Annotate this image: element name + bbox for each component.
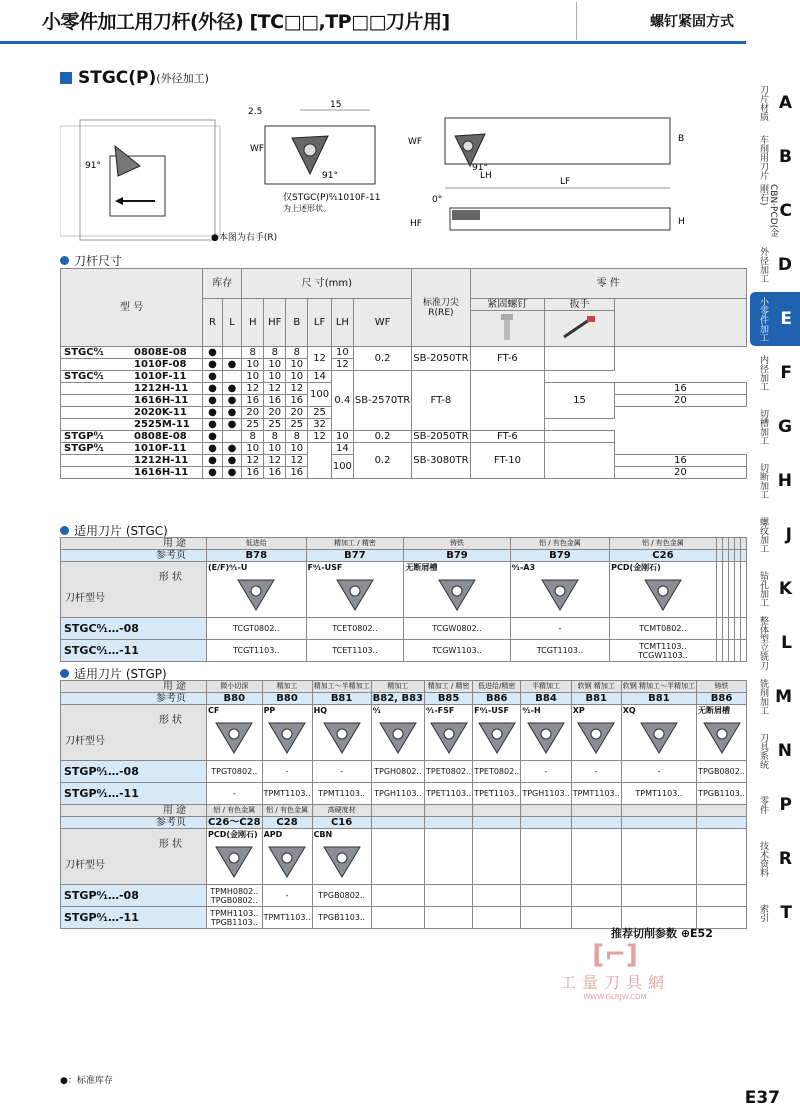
holder-model: STGC⁰⁄₁ 0808E-08 bbox=[61, 347, 203, 359]
ref-page-link[interactable]: C28 bbox=[262, 817, 312, 829]
insert-shape: ⁰⁄₁-FSF bbox=[425, 705, 473, 761]
ref-page-link[interactable]: C26 bbox=[610, 550, 717, 562]
insert-shape: F⁰⁄₁-USF bbox=[306, 562, 404, 618]
insert-shape: ⁰⁄₁-A3 bbox=[510, 562, 610, 618]
holder-model: STGC⁰⁄₁ 1010F-11 bbox=[61, 371, 203, 383]
hand-note: ●本图为右手(R) bbox=[211, 233, 278, 243]
category-label: 螺钉紧固方式 bbox=[576, 2, 746, 40]
chapter-tab-t[interactable]: 索引 T bbox=[758, 903, 792, 923]
model-header: 型 号 bbox=[61, 269, 203, 347]
square-icon bbox=[60, 72, 72, 84]
holder-drawing bbox=[60, 96, 700, 246]
chapter-tab-a[interactable]: 刀片材质 A bbox=[758, 85, 792, 121]
holder-row: 2525M-11 ● ● 25 25 25 32 bbox=[61, 419, 747, 431]
holder-row: STGC⁰⁄₁ 1010F-11 ● 10 10 10 14 0.4 SB-2570TR FT-8 bbox=[61, 371, 747, 383]
insert-shape: PCD(金刚石) bbox=[610, 562, 717, 618]
ref-page-link[interactable]: B81 bbox=[621, 693, 696, 705]
holder-row: 1212H-11 ● ● 12 12 12 100 15 16 bbox=[61, 383, 747, 395]
insert-shape: ⁰⁄₁ bbox=[371, 705, 424, 761]
insert-shape: 无断屑槽 bbox=[697, 705, 747, 761]
ref-page-link[interactable]: B84 bbox=[521, 693, 571, 705]
watermark: [⌐] 工量刀具網 WWW.GLRJW.COM bbox=[559, 940, 670, 1001]
holder-row: 1010F-08 ● ● 10 10 10 12 bbox=[61, 359, 747, 371]
ref-page-link[interactable]: B81 bbox=[571, 693, 621, 705]
chapter-tab-b[interactable]: 车削用刀片 B bbox=[758, 134, 792, 180]
holder-row: 1616H-11 ● ● 16 16 16 20 bbox=[61, 467, 747, 479]
chapter-tab-h[interactable]: 切断加工 H bbox=[758, 463, 792, 499]
chapter-tab-f[interactable]: 内径加工 F bbox=[758, 355, 792, 391]
svg-text:15: 15 bbox=[330, 100, 342, 110]
ref-page-link[interactable]: B85 bbox=[425, 693, 473, 705]
chapter-tab-r[interactable]: 技术资料 R bbox=[758, 841, 792, 877]
svg-text:LH: LH bbox=[480, 171, 492, 181]
chapter-tab-p[interactable]: 零件 P bbox=[758, 795, 792, 815]
section-title: STGC(P) (外径加工) bbox=[60, 68, 209, 88]
ref-page-link[interactable]: B80 bbox=[262, 693, 312, 705]
chapter-tab-k[interactable]: 钻孔加工 K bbox=[758, 571, 792, 607]
svg-text:2.5: 2.5 bbox=[248, 107, 263, 117]
chapter-tab-d[interactable]: 外径加工 D bbox=[758, 247, 792, 283]
chapter-tabs bbox=[750, 76, 800, 940]
holder-row: STGC⁰⁄₁ 0808E-08 ● 8 8 8 12 10 0.2 SB-2050TR FT-6 bbox=[61, 347, 747, 359]
ref-page-link[interactable]: B78 bbox=[207, 550, 307, 562]
holder-row: 1616H-11 ● ● 16 16 16 20 bbox=[61, 395, 747, 407]
ref-page-link[interactable]: B81 bbox=[312, 693, 371, 705]
svg-text:B: B bbox=[678, 134, 685, 144]
insert-shape: 无断屑槽 bbox=[404, 562, 510, 618]
holder-model: 1010F-08 bbox=[61, 359, 203, 371]
ref-page-link[interactable]: B82, B83 bbox=[372, 693, 423, 704]
ref-page-link[interactable]: B86 bbox=[697, 693, 747, 705]
holder-row: 2020K-11 ● ● 20 20 20 25 bbox=[61, 407, 747, 419]
svg-text:HF: HF bbox=[410, 219, 422, 229]
holder-model: 1616H-11 bbox=[61, 395, 203, 407]
chapter-tab-e[interactable]: 小零件加工 E bbox=[750, 292, 800, 346]
wrench-image bbox=[545, 311, 614, 347]
holder-model: 1212H-11 bbox=[61, 455, 203, 467]
svg-text:为上述形状。: 为上述形状。 bbox=[283, 204, 331, 213]
insert-shape: CBN bbox=[312, 829, 371, 885]
stgp-section-title: 适用刀片 (STGP) bbox=[60, 665, 167, 682]
holder-row: STGP⁰⁄₁ 0808E-08 ● 8 8 8 12 10 0.2 SB-2050TR FT-6 bbox=[61, 431, 747, 443]
svg-text:仅STGC(P)⁰⁄₁1010F-11: 仅STGC(P)⁰⁄₁1010F-11 bbox=[283, 193, 381, 203]
insert-shape: F⁰⁄₁-USF bbox=[473, 705, 521, 761]
insert-shape: (E/F)⁰⁄₁-U bbox=[207, 562, 307, 618]
insert-shape: XP bbox=[571, 705, 621, 761]
holder-model: STGP⁰⁄₁ 0808E-08 bbox=[61, 431, 203, 443]
svg-text:91°: 91° bbox=[322, 171, 338, 181]
chapter-tab-g[interactable]: 切槽加工 G bbox=[758, 409, 792, 445]
holder-section-title: 刀杆尺寸 bbox=[60, 252, 122, 269]
recommend-link[interactable]: 推荐切削参数 ⊕E52 bbox=[611, 927, 713, 940]
page-number: E37 bbox=[744, 1088, 780, 1108]
svg-text:91°: 91° bbox=[472, 163, 488, 173]
svg-text:H: H bbox=[678, 217, 685, 227]
insert-shape: ⁰⁄₁-H bbox=[521, 705, 571, 761]
insert-shape: PP bbox=[262, 705, 312, 761]
svg-text:WF: WF bbox=[250, 144, 265, 154]
stgc-section-title: 适用刀片 (STGC) bbox=[60, 522, 168, 539]
chapter-tab-l[interactable]: 整体型立铣刀 L bbox=[758, 616, 792, 670]
ref-page-link[interactable]: C16 bbox=[312, 817, 371, 829]
svg-text:LF: LF bbox=[560, 177, 571, 187]
holder-model: 1212H-11 bbox=[61, 383, 203, 395]
chapter-tab-j[interactable]: 螺纹加工 J bbox=[758, 517, 792, 553]
chapter-tab-n[interactable]: 刀具系统 N bbox=[758, 733, 792, 769]
stgc-insert-table: 用 途 低进给 精加工 / 精密 铸铁 铝 / 有色金属 铝 / 有色金属 参考页 B78 B77 B79 B79 C26 形 状 刀杆型号 (E/F)⁰⁄₁-U F⁰⁄₁-USF 无断屑槽 ⁰⁄₁-A3 PCD(金刚石) STGC⁰⁄₁…-08 TCGT0802.. TCET0802.. TCGW0802.. - TCMT0802.. STGC⁰⁄₁…-11 TCGT1103.. TCET1103.. TCGW1103.. TCGT1103.. TCMT1103.. TCGW1103.. bbox=[60, 537, 747, 662]
holder-row: STGP⁰⁄₁ 1010F-11 ● ● 10 10 10 14 0.2 SB-3080TR FT-10 bbox=[61, 443, 747, 455]
ref-page-link[interactable]: B79 bbox=[510, 550, 610, 562]
holder-table: 型 号 库存 尺 寸(mm) 标准刀尖R(RE) 零 件 R L H HF B LF LH WF 紧固螺钉 扳手 STGC⁰⁄₁ 0808E-08 ● 8 8 8 12 10 0.2 SB-2050TR FT-6 1010F-08 ● ● 10 10 10 12 STGC⁰⁄₁ 1010F-11 ● 10 10 10 14 0.4 SB-2570TR FT-8 1212H-11 ● ● 12 12 12 100 15 16 1616H-11 ● ● 16 16 16 20 2020K-11 ● ● 20 20 20 25 2525M-11 ● ● 25 25 25 32 STGP⁰⁄₁ 0808E-08 ● 8 8 8 12 10 0.2 SB-2050TR FT-6 STGP⁰⁄₁ 1010F-11 ● ● 10 10 10 14 0.2 SB-3080TR FT-10 1212H-11 ● ● 12 12 12 100 16 1616H-11 ● ● 16 16 16 20 bbox=[60, 268, 747, 479]
ref-page-link[interactable]: B86 bbox=[473, 693, 521, 705]
holder-model: 1616H-11 bbox=[61, 467, 203, 479]
chapter-tab-c[interactable]: CBN·PCD(金刚石) C bbox=[758, 184, 792, 238]
holder-model: 2020K-11 bbox=[61, 407, 203, 419]
holder-model: 2525M-11 bbox=[61, 419, 203, 431]
page-header bbox=[0, 0, 746, 44]
ref-page-link[interactable]: B80 bbox=[207, 693, 263, 705]
svg-text:0°: 0° bbox=[432, 195, 443, 205]
ref-page-link[interactable]: B77 bbox=[306, 550, 404, 562]
insert-shape: APD bbox=[262, 829, 312, 885]
insert-shape: XQ bbox=[621, 705, 696, 761]
insert-shape: HQ bbox=[312, 705, 371, 761]
page-title: 小零件加工用刀杆(外径) [TC□□,TP□□刀片用] bbox=[42, 11, 450, 33]
insert-shape: CF bbox=[207, 705, 263, 761]
chapter-tab-m[interactable]: 铣削加工 M bbox=[758, 679, 792, 715]
svg-text:WF: WF bbox=[408, 137, 423, 147]
holder-row: 1212H-11 ● ● 12 12 12 100 16 bbox=[61, 455, 747, 467]
insert-shape: PCD(金刚石) bbox=[207, 829, 263, 885]
ref-page-link[interactable]: B79 bbox=[404, 550, 510, 562]
screw-image bbox=[470, 311, 545, 347]
footnote: ●：标准库存 bbox=[60, 1076, 113, 1086]
ref-page-link[interactable]: C26～C28 bbox=[208, 817, 261, 828]
stgp-insert-table: 用 途 微小切深 精加工 精加工～半精加工 精加工 精加工 / 精密 低进给/精密 半精加工 软钢 精加工 软钢 精加工～半精加工 铸铁 参考页 B80 B80 B81 B82, B83 B85 B86 B84 B81 B81 B86 形 状 刀杆型号 CF PP HQ ⁰⁄₁ ⁰⁄₁-FSF F⁰⁄₁-USF ⁰⁄₁-H XP XQ 无断屑槽 STGP⁰⁄₁…-08 TPGT0802.. - - TPGH0802.. TPET0802.. TPET0802.. - - - TPGB0802.. STGP⁰⁄₁…-11 - TPMT1103.. TPMT1103.. TPGH1103.. TPET1103.. TPET1103.. TPGH1103.. TPMT1103.. TPMT1103.. TPGB1103.. 用 途 铝 / 有色金属 铝 / 有色金属 高硬度材 参考页 C26～C28 C28 C16 形 状 刀杆型号 PCD(金刚石) APD CBN STGP⁰⁄₁…-08 TPMH0802.. TPGB0802.. - TPGB0802.. STGP⁰⁄₁…-11 TPMH1103.. TPGB1103.. TPMT1103.. TPGB1103.. bbox=[60, 680, 747, 929]
holder-model: STGP⁰⁄₁ 1010F-11 bbox=[61, 443, 203, 455]
svg-text:91°: 91° bbox=[85, 161, 101, 171]
